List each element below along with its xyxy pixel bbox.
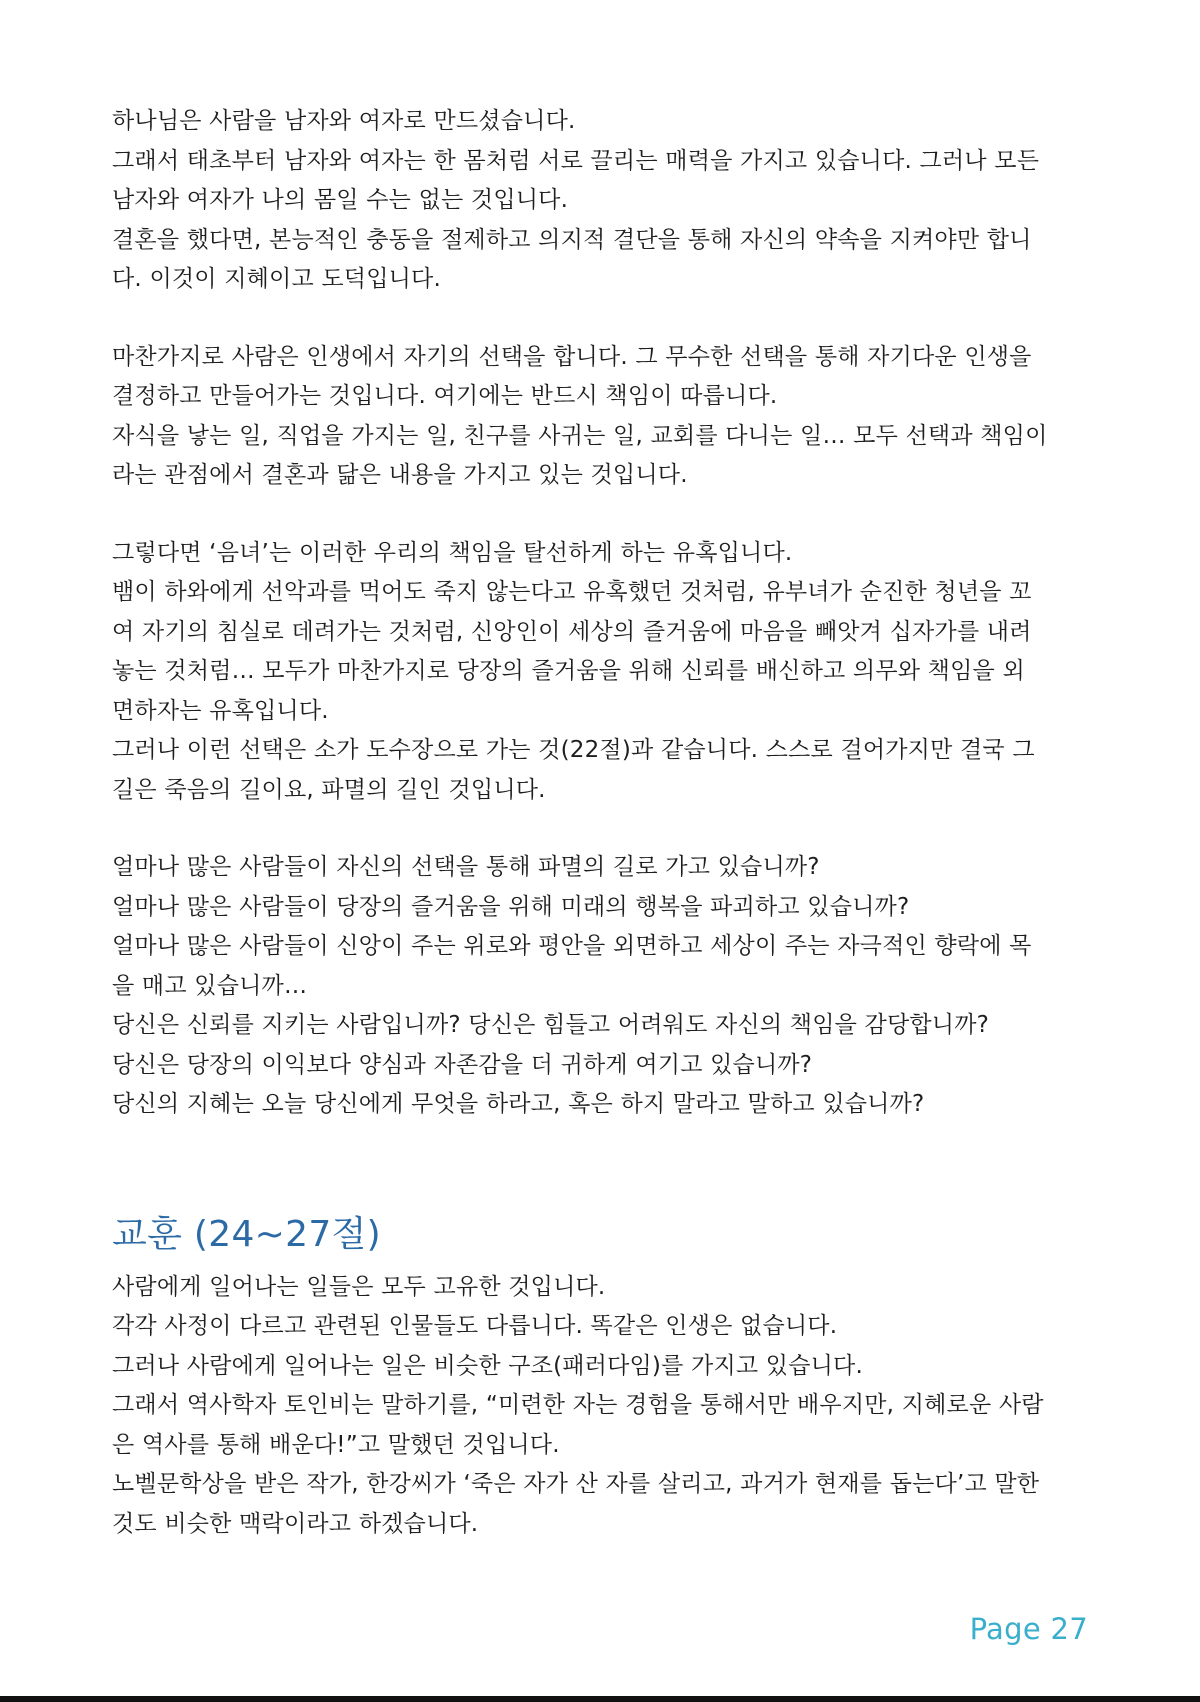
page-number: Page 27 — [969, 1612, 1088, 1646]
text-line: 얼마나 많은 사람들이 당장의 즐거움을 위해 미래의 행복을 파괴하고 있습니까? — [112, 893, 910, 920]
text-line: 마찬가지로 사람은 인생에서 자기의 선택을 합니다. 그 무수한 선택을 통해 자기다운 인생을 — [112, 343, 1032, 370]
text-line: 남자와 여자가 나의 몸일 수는 없는 것입니다. — [112, 187, 569, 213]
text-line: 뱀이 하와에게 선악과를 먹어도 죽지 않는다고 유혹했던 것처럼, 유부녀가 순진한 청년을 꼬 — [112, 579, 1032, 605]
text-line: 것도 비슷한 맥락이라고 하겠습니다. — [112, 1510, 479, 1537]
text-line: 그러나 이런 선택은 소가 도수장으로 가는 것(22절)과 같습니다. 스스로 걸어가지만 결국 그 — [112, 737, 1035, 763]
text-line: 당신은 신뢰를 지키는 사람입니까? 당신은 힘들고 어려워도 자신의 책임을 감당합니까? — [112, 1012, 990, 1038]
text-line: 노벨문학상을 받은 작가, 한강씨가 ‘죽은 자가 산 자를 살리고, 과거가 현재를 돕는다’고 말한 — [112, 1471, 1040, 1497]
text-line: 다. 이것이 지혜이고 도덕입니다. — [112, 266, 441, 292]
text-line: 그러나 사람에게 일어나는 일은 비슷한 구조(패러다임)를 가지고 있습니다. — [112, 1352, 863, 1379]
text-line: 여 자기의 침실로 데려가는 것처럼, 신앙인이 세상의 즐거움에 마음을 빼앗겨 십자가를 내려 — [112, 618, 1032, 645]
text-line: 그래서 태초부터 남자와 여자는 한 몸처럼 서로 끌리는 매력을 가지고 있습니다. 그러나 모든 — [112, 147, 1040, 174]
paragraph-2 — [112, 338, 1097, 496]
paragraph-1 — [112, 102, 1097, 300]
text-line: 당신은 당장의 이익보다 양심과 자존감을 더 귀하게 여기고 있습니까? — [112, 1051, 813, 1078]
text-line: 면하자는 유혹입니다. — [112, 697, 329, 724]
text-line: 사람에게 일어나는 일들은 모두 고유한 것입니다. — [112, 1273, 606, 1300]
text-line: 얼마나 많은 사람들이 신앙이 주는 위로와 평안을 외면하고 세상이 주는 자극적인 향락에 목 — [112, 933, 1032, 959]
section-heading: 교훈 (24~27절) — [112, 1213, 381, 1255]
text-line: 각각 사정이 다르고 관련된 인물들도 다릅니다. 똑같은 인생은 없습니다. — [112, 1313, 838, 1339]
paragraph-3 — [112, 534, 1097, 811]
text-line: 결정하고 만들어가는 것입니다. 여기에는 반드시 책임이 따릅니다. — [112, 383, 778, 409]
text-line: 얼마나 많은 사람들이 자신의 선택을 통해 파멸의 길로 가고 있습니까? — [112, 854, 820, 880]
text-line: 자식을 낳는 일, 직업을 가지는 일, 친구를 사귀는 일, 교회를 다니는 일… 모두 선택과 책임이 — [112, 422, 1048, 449]
text-line: 그래서 역사학자 토인비는 말하기를, “미련한 자는 경험을 통해서만 배우지만, 지혜로운 사람 — [112, 1392, 1044, 1418]
text-line: 놓는 것처럼… 모두가 마찬가지로 당장의 즐거움을 위해 신뢰를 배신하고 의무와 책임을 외 — [112, 658, 1025, 684]
text-line: 당신의 지혜는 오늘 당신에게 무엇을 하라고, 혹은 하지 말라고 말하고 있습니까? — [112, 1091, 925, 1117]
page-body — [112, 102, 1097, 1544]
text-line: 결혼을 했다면, 본능적인 충동을 절제하고 의지적 결단을 통해 자신의 약속을 지켜야만 합니 — [112, 226, 1032, 253]
text-line: 을 매고 있습니까… — [112, 972, 308, 999]
bottom-divider — [0, 1696, 1200, 1702]
paragraph-4 — [112, 848, 1097, 1125]
text-line: 길은 죽음의 길이요, 파멸의 길인 것입니다. — [112, 776, 546, 803]
text-line: 라는 관점에서 결혼과 닮은 내용을 가지고 있는 것입니다. — [112, 462, 688, 488]
text-line: 하나님은 사람을 남자와 여자로 만드셨습니다. — [112, 108, 576, 134]
text-line: 그렇다면 ‘음녀’는 이러한 우리의 책임을 탈선하게 하는 유혹입니다. — [112, 539, 793, 566]
section-paragraph — [112, 1268, 1097, 1545]
text-line: 은 역사를 통해 배운다!”고 말했던 것입니다. — [112, 1431, 560, 1458]
